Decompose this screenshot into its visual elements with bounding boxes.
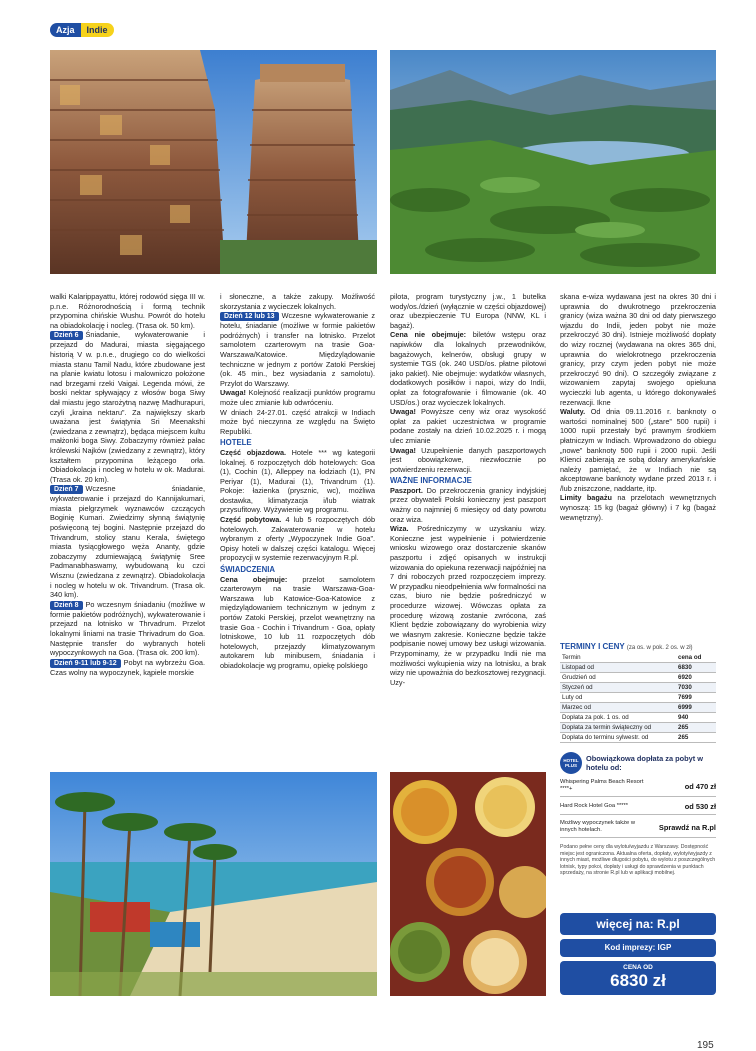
hotel-price: od 530 zł [684, 802, 716, 811]
prices-subtitle: (za os. w pok. 2 os. w zł) [626, 645, 693, 651]
passport-label: Paszport. [390, 485, 423, 495]
price-term: Listopad od [560, 663, 676, 673]
important-info-heading: WAŻNE INFORMACJE [390, 476, 472, 486]
price-table [560, 653, 716, 743]
hotel-name: Whispering Palms Beach Resort ****+ [560, 779, 644, 792]
text-column-1 [50, 292, 205, 762]
price-value: 265 [676, 723, 716, 733]
tour-part-label: Część objazdowa. [220, 447, 287, 457]
text-column-4 [560, 292, 716, 637]
price-row [560, 673, 716, 683]
price-value: 7030 [676, 683, 716, 693]
indian-food-photo [390, 772, 546, 996]
hotel-surcharge-title: Obowiązkowa dopłata za pobyt w hotelu od: [586, 754, 704, 772]
uwaga-text: Kolejność realizacji punktów programu może ulec zmianie lub odwróceniu. [220, 388, 375, 407]
price-excludes-text: biletów wstępu oraz napiwków dla lokalnych przewodników, bagażowych, kelnerów, obsługi grupy w systemie TGS (ok. 240 USD/os. płatne pilotowi jako pakiet). Nie obejmuje: wydatków własnych, dodatkowych posiłków i napoi, wizy do Indii, opłat za fotografowanie i filmowanie (ok. 40 USD/os.) oraz wycieczek lokalnych. [390, 330, 546, 407]
hotels-heading: HOTELE [220, 438, 252, 448]
hotel-row [560, 776, 716, 797]
price-row [560, 693, 716, 703]
holiday-note: W dniach 24-27.01. część atrakcji w Indiach może być nieczynna ze względu na Święto Republiki. [220, 407, 375, 436]
price-term: Dopłata za termin świąteczny od [560, 723, 676, 733]
hotel-plus-badge: HOTEL PLUS [560, 752, 582, 774]
day-8-tag: Dzień 8 [50, 601, 83, 610]
price-from-value: 6830 zł [610, 971, 666, 990]
stay-part-text: 4 lub 5 rozpoczętych dób hotelowych. Zakwaterowanie w hotelu wybranym z oferty „Wypoczynek Indie Goa”. Opisy hoteli w dalszej części katalogu. Więcej propozycji w systemie rezerwacyjnym R.pl. [220, 515, 375, 563]
price-includes-text: przelot samolotem czarterowym na trasie Warszawa-Goa-Warszawa lub Katowice-Goa-Katowice z międzylądowaniem technicznym w jednym z portów Zatoki Perskiej, przelot wewnętrzny na trasie Goa - Cochin i Trivandrum - Goa, opłaty lotniskowe, 10 lub 11 rozpoczętych dób hotelowych, przejazdy klimatyzowanym autokarem lub minibusem, śniadania i obiadokolacje wg programu, opiekę polskiego [220, 574, 375, 670]
baggage-label: Limity bagażu [560, 493, 612, 503]
day-9-tag: Dzień 9-11 lub 9-12 [50, 659, 121, 668]
price-term: Dopłata do terminu sylwestr. od [560, 733, 676, 743]
hotel-price: od 470 zł [684, 781, 716, 791]
day-12-tag: Dzień 12 lub 13 [220, 312, 279, 321]
price-term: Marzec od [560, 703, 676, 713]
services-heading: ŚWIADCZENIA [220, 565, 276, 575]
baggage-text: na przelotach wewnętrznych wynoszą: 15 kg (bagaż główny) i 7 kg (bagaż wewnętrzny). [560, 493, 716, 522]
prices-title: TERMINY I CENY [560, 642, 625, 651]
price-value: 6999 [676, 703, 716, 713]
paragraph: i słoneczne, a także zakupy. Możliwość skorzystania z wycieczek lokalnych. [220, 292, 375, 311]
uwaga-label: Uwaga! [390, 407, 416, 417]
price-term: Luty od [560, 693, 676, 703]
price-value: 6920 [676, 673, 716, 683]
hotel-row [560, 799, 716, 815]
tea-plantation-photo [390, 50, 716, 274]
price-row [560, 703, 716, 713]
currency-text: Od dnia 09.11.2016 r. banknoty o wartości nominalnej 500 („stare” 500 rupii) i 1000 rupii przestały być prawnym środkiem płatniczym w Indiach. Wprowadzono do obiegu „nowe” banknoty 500 rupii i 2000 rupii. Jeśli Klienci zabierają ze sobą dolary amerykańskie należy pamiętać, że w Indiach nie są akceptowane banknoty wydane przed 2013 r. i /lub zniszczone, naddarte, itp. [560, 407, 716, 493]
price-value: 265 [676, 733, 716, 743]
tour-part-text: Hotele *** wg kategorii lokalnej. 6 rozpoczętych dób hotelowych: Goa (1), Cochin (1), Alleppey na łodziach (1), PN Periyar (1), Madurai (1), Trivandrum (1). Pokoje: łazienka (prysznic, wc), możliwa dostawka, klimatyzacja i/lub wiatrak przysufitowy. Wyżywienie wg programu. [220, 447, 375, 515]
price-value: 7699 [676, 693, 716, 703]
price-value: cena od [676, 653, 716, 663]
paragraph: walki Kalarippayattu, której rodowód sięga III w. p.n.e. Różnorodnością i formą technik przypomina chińskie Wushu. Powrót do hotelu na obiadokolację i nocleg. (Trasa ok. 50 km). [50, 292, 205, 330]
text-column-3 [390, 292, 546, 762]
uwaga-label: Uwaga! [220, 388, 246, 398]
price-row [560, 723, 716, 733]
price-row [560, 713, 716, 723]
price-row [560, 733, 716, 743]
price-term: Styczeń od [560, 683, 676, 693]
price-row [560, 683, 716, 693]
price-term: Termin [560, 653, 676, 663]
passport-text: Do przekroczenia granicy indyjskiej przez obywateli Polski konieczny jest paszport ważny co najmniej 6 miesięcy od daty powrotu oraz wiza. [390, 485, 546, 524]
price-includes-label: Cena obejmuje: [220, 574, 288, 584]
paragraph: skana e-wiza wydawana jest na okres 30 dni i uprawnia do dwukrotnego przekroczenia granicy (wiza ważna 30 dni od daty pierwszego wjazdu do Indii, jeden pobyt nie może przekroczyć 30 dni). Istnieje możliwość dopłaty do wizy rocznej (wydawana na okres 365 dni, uprawnia do wielokrotnego przekroczenia granicy, przy czym jeden pobyt nie może przekroczyć 90 dni). O szczegóły związane z wizowaniem zapytaj swojego opiekuna wycieczki lub agenta, u którego dokonywałeś rezerwacji. Ikne [560, 292, 716, 407]
country-tag: Indie [81, 23, 114, 37]
uwaga-label: Uwaga! [390, 445, 416, 455]
day-7-tag: Dzień 7 [50, 485, 83, 494]
day-7-text: Wczesne śniadanie, wykwaterowanie i przejazd do Kannijakumari, miasta pielgrzymek wyznawców czczących Boginię Kumari. Zwiedzimy słynną świątynię poświęconą tej bogini. Następnie przejazd do Trivandrum, stolicy stanu Kerala, świętego miasta tysiącgłowego węża Ananty, gdzie zobaczymy zdumiewającą świątynię Sree Padmanabhaswamy, wybudowaną ku czci Wisznu (zwiedzana z zewnątrz). Obiadokolacja i nocleg w hotelu w ok. Trivandrum. (Trasa ok. 340 km). [50, 484, 205, 600]
beach-photo [50, 772, 377, 996]
visa-label: Wiza. [390, 524, 409, 534]
breadcrumb-tags [50, 23, 114, 37]
hotel-row [560, 817, 716, 838]
paragraph: pilota, program turystyczny j.w., 1 butelka wody/os./dzień (wyłącznie w części objazdowej) oraz ubezpieczenie TU Europa (NNW, KL i bagaż). [390, 292, 546, 330]
prices-heading [560, 642, 693, 651]
day-8-text: Po wczesnym śniadaniu (możliwe w formie pakietów podróżnych), wykwaterowanie i przejazd na lotnisko w Thrvadrum. Przelot lokalnymi liniami na trasie Thrivadrum do Goa. Następnie transfer do wybranych hoteli wypoczynkowych na Goa. (Trasa ok. 200 km). [50, 599, 205, 658]
day-6-tag: Dzień 6 [50, 331, 83, 340]
stay-part-label: Część pobytowa. [220, 515, 282, 525]
day-9-text: Pobyt na wybrzeżu Goa. Czas wolny na wypoczynek, kąpiele morskie [50, 657, 205, 677]
uwaga-text: Powyższe ceny wiz oraz wysokość opłat za pakiet uczestnictwa w programie podane zostały na dzień 10.02.2025 r. i mogą ulec zmianie [390, 407, 546, 445]
price-value: 940 [676, 713, 716, 723]
price-excludes-label: Cena nie obejmuje: [390, 330, 467, 340]
visa-text: Pośredniczymy w uzyskaniu wizy. Konieczne jest wypełnienie i potwierdzenie wniosku wizowego oraz dostarczenie skanów paszportu i zdjęć opisanych w instrukcji wizowania do opiekuna rezerwacji najpóźniej na 7 dni roboczych przed rozpoczęciem imprezy. W przypadku nieodpełnienia w/w formalności na czas, biuro nie będzie pośredniczyć w procedurze wizowej. Wówczas opłata za procedurę wizową zostanie zwrócona, zaś Klient będzie zobowiązany do wyrobienia wizy we własnym zakresie. Konieczne będzie także podpisanie nowej umowy bez usługi wizowania. Przypominamy, że w przypadku Indii nie ma możliwości wykupienia wizy na lotnisku, a brak wizy nie upoważnia do bezkosztowej rezygnacji. Uzy- [390, 524, 546, 687]
tour-code-badge: Kod imprezy: IGP [560, 939, 716, 957]
uwaga-text: Uzupełnienie danych paszportowych jest obowiązkowe, niezwłocznie po potwierdzeniu rezerwacji. [390, 445, 546, 474]
more-info-button[interactable]: więcej na: R.pl [560, 913, 716, 935]
hotel-name: Hard Rock Hotel Goa ***** [560, 803, 628, 809]
price-from-box [560, 961, 716, 995]
price-from-label: CENA OD [623, 964, 653, 971]
price-value: 6830 [676, 663, 716, 673]
hotel-surcharge-box [560, 752, 716, 877]
price-term: Dopłata za pok. 1 os. od [560, 713, 676, 723]
price-row [560, 663, 716, 673]
price-row [560, 653, 716, 663]
currency-label: Waluty. [560, 407, 586, 417]
price-term: Grudzień od [560, 673, 676, 683]
hotel-price: Sprawdź na R.pl [658, 822, 716, 832]
hotel-name: Możliwy wypoczynek także w innych hotelach. [560, 820, 636, 833]
text-column-2 [220, 292, 375, 762]
price-disclaimer: Podano pełne ceny dla wylotu/wyjazdu z Warszawy. Dostępność miejsc jest ograniczona. Aktualna oferta, dopłaty, wyloty/wyjazdy z innych miast, możliwe długości pobytu, do wylotu z poszczególnych lotnisk, typy pokoi, dopłaty i usługi do sprawdzenia w punktach sprzedaży, na stronie R.pl lub w aplikacji mobilnej. [560, 844, 716, 876]
temple-photo [50, 50, 377, 274]
region-tag: Azja [50, 23, 81, 37]
day-6-text: Śniadanie, wykwaterowanie i przejazd do Madurai, miasta sięgającego historią V w. p.n.e., drugiego co do wielkości miasta stanu Tamil Nadu, które zbudowane jest na planie kwiatu lotosu i malowniczo położone nad brzegami rzeki Vaigai. Legenda mówi, że boski nektar spływający z włosów boga Siwy dał miastu jego starożytną nazwę Madhurapuri, czyli „kraina nektaru”. Za największy skarb uważana jest świątynia Sri Meenakshi (zwiedzana z zewnątrz), będąca miejscem kultu małżonki boga Siwy. Zobaczymy również pałac królewski Najków (zwiedzany z zewnątrz), który kształtem przypomina leżącego orła. Obiadokolacja i nocleg w hotelu w ok. Madurai. (Trasa ok. 20 km). [50, 330, 205, 484]
page-number: 195 [697, 1040, 714, 1051]
day-12-text: Wczesne wykwaterowanie z hotelu, śniadanie (możliwe w formie pakietów podróżnych) i transfer na lotnisko. Przelot samolotem czarterowym na trasie Goa- Warszawa/Katowice. Międzylądowanie techniczne w jednym z portów Zatoki Perskiej (ok. 45 min., bez wysiadania z samolotu). Przylot do Warszawy. [220, 311, 375, 388]
